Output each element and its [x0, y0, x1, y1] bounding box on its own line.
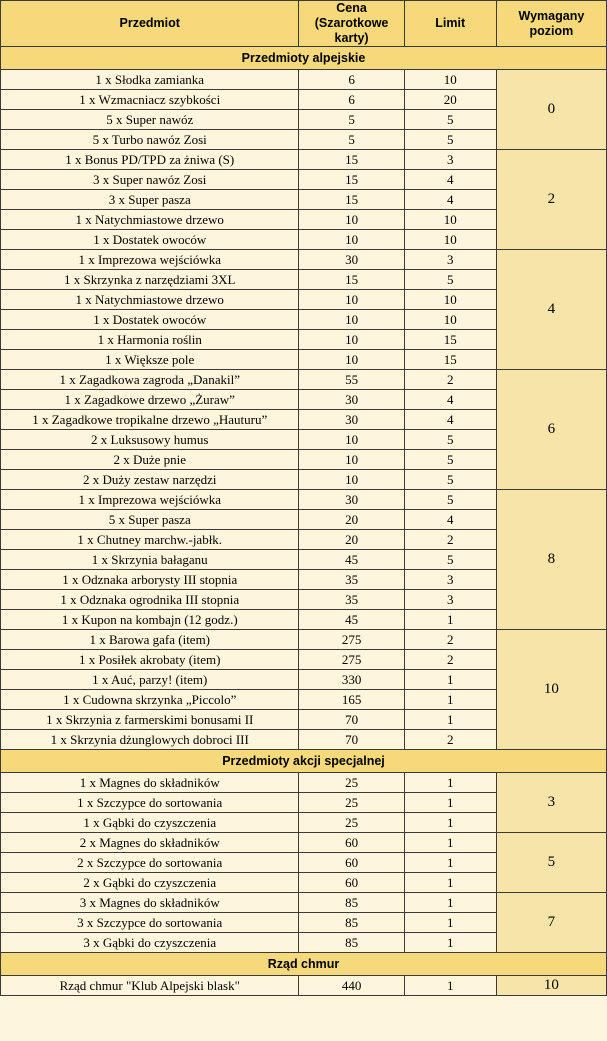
cell-required-level: 2 [496, 150, 606, 250]
cell-limit: 1 [404, 933, 496, 953]
cell-price: 15 [299, 170, 404, 190]
cell-item: 1 x Natychmiastowe drzewo [1, 210, 299, 230]
cell-price: 45 [299, 610, 404, 630]
table-body [1, 47, 607, 996]
cell-limit: 15 [404, 330, 496, 350]
cell-required-level: 4 [496, 250, 606, 370]
cell-price: 30 [299, 490, 404, 510]
cell-price: 15 [299, 150, 404, 170]
cell-limit: 4 [404, 510, 496, 530]
cell-item: 1 x Dostatek owoców [1, 310, 299, 330]
table-row [1, 370, 607, 390]
cell-item: 1 x Skrzynia z farmerskimi bonusami II [1, 710, 299, 730]
cell-required-level: 10 [496, 630, 606, 750]
cell-limit: 1 [404, 670, 496, 690]
cell-price: 275 [299, 650, 404, 670]
cell-item: 1 x Zagadkowe drzewo „Żuraw” [1, 390, 299, 410]
cell-price: 60 [299, 873, 404, 893]
cell-price: 20 [299, 510, 404, 530]
cell-limit: 3 [404, 570, 496, 590]
cell-limit: 5 [404, 110, 496, 130]
cell-limit: 5 [404, 490, 496, 510]
cell-price: 20 [299, 530, 404, 550]
cell-item: 1 x Natychmiastowe drzewo [1, 290, 299, 310]
cell-item: 1 x Magnes do składników [1, 773, 299, 793]
cell-item: 5 x Super nawóz [1, 110, 299, 130]
cell-required-level: 5 [496, 833, 606, 893]
cell-price: 165 [299, 690, 404, 710]
cell-item: 1 x Barowa gafa (item) [1, 630, 299, 650]
cell-required-level: 0 [496, 70, 606, 150]
cell-item: 5 x Turbo nawóz Zosi [1, 130, 299, 150]
cell-limit: 3 [404, 150, 496, 170]
column-header-level: Wymagany poziom [496, 1, 606, 47]
cell-limit: 5 [404, 470, 496, 490]
cell-item: 1 x Skrzynka z narzędziami 3XL [1, 270, 299, 290]
cell-item: 2 x Szczypce do sortowania [1, 853, 299, 873]
cell-limit: 2 [404, 650, 496, 670]
cell-limit: 5 [404, 270, 496, 290]
cell-limit: 1 [404, 893, 496, 913]
cell-price: 10 [299, 330, 404, 350]
cell-price: 30 [299, 410, 404, 430]
cell-limit: 10 [404, 70, 496, 90]
cell-limit: 5 [404, 430, 496, 450]
cell-limit: 1 [404, 976, 496, 996]
cell-limit: 1 [404, 710, 496, 730]
cell-price: 10 [299, 210, 404, 230]
cell-limit: 10 [404, 230, 496, 250]
cell-item: 5 x Super pasza [1, 510, 299, 530]
cell-item: 1 x Wzmacniacz szybkości [1, 90, 299, 110]
cell-item: 1 x Słodka zamianka [1, 70, 299, 90]
cell-limit: 10 [404, 290, 496, 310]
cell-item: 1 x Cudowna skrzynka „Piccolo” [1, 690, 299, 710]
cell-required-level: 3 [496, 773, 606, 833]
cell-price: 15 [299, 270, 404, 290]
cell-price: 35 [299, 590, 404, 610]
cell-price: 60 [299, 853, 404, 873]
cell-limit: 2 [404, 530, 496, 550]
cell-item: 1 x Imprezowa wejściówka [1, 250, 299, 270]
cell-limit: 1 [404, 773, 496, 793]
cell-limit: 10 [404, 210, 496, 230]
cell-price: 275 [299, 630, 404, 650]
cell-required-level: 7 [496, 893, 606, 953]
table-row [1, 490, 607, 510]
cell-limit: 5 [404, 550, 496, 570]
cell-limit: 10 [404, 310, 496, 330]
cell-price: 60 [299, 833, 404, 853]
cell-limit: 4 [404, 390, 496, 410]
cell-limit: 1 [404, 873, 496, 893]
cell-price: 10 [299, 350, 404, 370]
cell-limit: 5 [404, 130, 496, 150]
section-title: Przedmioty alpejskie [1, 47, 607, 70]
cell-item: 1 x Skrzynia bałaganu [1, 550, 299, 570]
cell-price: 70 [299, 710, 404, 730]
cell-limit: 1 [404, 610, 496, 630]
cell-limit: 4 [404, 410, 496, 430]
section-title: Przedmioty akcji specjalnej [1, 750, 607, 773]
cell-limit: 1 [404, 793, 496, 813]
cell-item: 1 x Auć, parzy! (item) [1, 670, 299, 690]
cell-item: 1 x Zagadkowe tropikalne drzewo „Hauturu” [1, 410, 299, 430]
cell-item: 3 x Super pasza [1, 190, 299, 210]
cell-price: 35 [299, 570, 404, 590]
cell-price: 85 [299, 933, 404, 953]
cell-item: 1 x Posiłek akrobaty (item) [1, 650, 299, 670]
cell-limit: 4 [404, 190, 496, 210]
cell-price: 10 [299, 230, 404, 250]
cell-limit: 15 [404, 350, 496, 370]
cell-limit: 1 [404, 813, 496, 833]
table-row [1, 630, 607, 650]
cell-required-level: 8 [496, 490, 606, 630]
cell-price: 15 [299, 190, 404, 210]
cell-item: 3 x Gąbki do czyszczenia [1, 933, 299, 953]
cell-limit: 2 [404, 370, 496, 390]
cell-item: 1 x Dostatek owoców [1, 230, 299, 250]
cell-price: 55 [299, 370, 404, 390]
column-header-item: Przedmiot [1, 1, 299, 47]
cell-limit: 3 [404, 590, 496, 610]
cell-price: 330 [299, 670, 404, 690]
cell-item: 3 x Super nawóz Zosi [1, 170, 299, 190]
cell-price: 30 [299, 390, 404, 410]
cell-limit: 5 [404, 450, 496, 470]
cell-price: 10 [299, 430, 404, 450]
table-row [1, 250, 607, 270]
cell-item: 1 x Zagadkowa zagroda „Danakil” [1, 370, 299, 390]
cell-item: 3 x Szczypce do sortowania [1, 913, 299, 933]
cell-price: 45 [299, 550, 404, 570]
cell-item: 2 x Luksusowy humus [1, 430, 299, 450]
table-row [1, 773, 607, 793]
cell-price: 25 [299, 813, 404, 833]
cell-price: 85 [299, 893, 404, 913]
cell-price: 6 [299, 90, 404, 110]
table-row [1, 150, 607, 170]
cell-price: 10 [299, 310, 404, 330]
cell-limit: 2 [404, 730, 496, 750]
header-row [1, 1, 607, 47]
cell-price: 5 [299, 130, 404, 150]
cell-limit: 1 [404, 853, 496, 873]
section-title: Rząd chmur [1, 953, 607, 976]
cell-price: 10 [299, 290, 404, 310]
cell-price: 10 [299, 470, 404, 490]
cell-limit: 3 [404, 250, 496, 270]
cell-price: 25 [299, 793, 404, 813]
cell-item: 1 x Kupon na kombajn (12 godz.) [1, 610, 299, 630]
cell-price: 5 [299, 110, 404, 130]
cell-item: 2 x Duży zestaw narzędzi [1, 470, 299, 490]
cell-item: 1 x Imprezowa wejściówka [1, 490, 299, 510]
cell-required-level: 6 [496, 370, 606, 490]
cell-price: 6 [299, 70, 404, 90]
column-header-price [299, 1, 404, 47]
section-header-row [1, 47, 607, 70]
cell-limit: 20 [404, 90, 496, 110]
cell-price: 10 [299, 450, 404, 470]
section-header-row [1, 953, 607, 976]
table-row [1, 70, 607, 90]
cell-limit: 1 [404, 913, 496, 933]
cell-price: 25 [299, 773, 404, 793]
cell-item: 1 x Chutney marchw.-jabłk. [1, 530, 299, 550]
cell-limit: 4 [404, 170, 496, 190]
cell-price: 440 [299, 976, 404, 996]
cell-limit: 1 [404, 833, 496, 853]
cell-item: 1 x Gąbki do czyszczenia [1, 813, 299, 833]
cell-price: 70 [299, 730, 404, 750]
cell-item: 1 x Odznaka ogrodnika III stopnia [1, 590, 299, 610]
cell-item: 2 x Magnes do składników [1, 833, 299, 853]
cell-item: 1 x Harmonia roślin [1, 330, 299, 350]
cell-item: 2 x Gąbki do czyszczenia [1, 873, 299, 893]
cell-limit: 1 [404, 690, 496, 710]
section-header-row [1, 750, 607, 773]
cell-item: 2 x Duże pnie [1, 450, 299, 470]
cell-item: Rząd chmur "Klub Alpejski blask" [1, 976, 299, 996]
column-header-limit: Limit [404, 1, 496, 47]
cell-item: 1 x Bonus PD/TPD za żniwa (S) [1, 150, 299, 170]
cell-required-level: 10 [496, 976, 606, 996]
cell-item: 1 x Większe pole [1, 350, 299, 370]
table-row [1, 833, 607, 853]
cell-item: 1 x Szczypce do sortowania [1, 793, 299, 813]
table-row [1, 893, 607, 913]
cell-limit: 2 [404, 630, 496, 650]
cell-item: 1 x Odznaka arborysty III stopnia [1, 570, 299, 590]
column-header-price-label: Cena (Szarotkowe karty) [314, 1, 389, 45]
table-row [1, 976, 607, 996]
table-header [1, 1, 607, 47]
cell-price: 85 [299, 913, 404, 933]
cell-price: 30 [299, 250, 404, 270]
cell-item: 1 x Skrzynia dżunglowych dobroci III [1, 730, 299, 750]
cell-item: 3 x Magnes do składników [1, 893, 299, 913]
